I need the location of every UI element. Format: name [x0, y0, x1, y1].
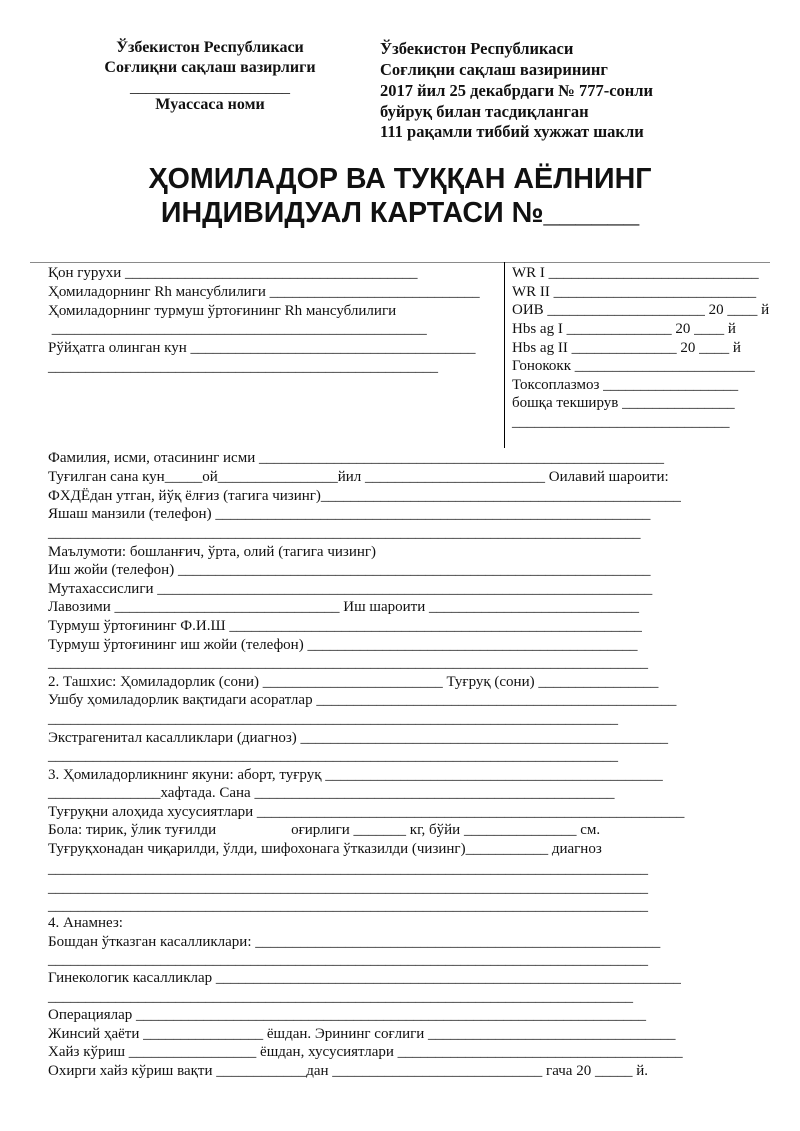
civil-registry-field[interactable]: ФХДЁдан утган, йўқ ёлғиз (тагига чизинг)________________________________________________ [48, 488, 681, 504]
discharge-status-field[interactable]: Туғруқхонадан чиқарилди, ўлди, шифохонага ўтказилди (чизинг)___________ диагноз [48, 841, 602, 857]
toxoplasmosis-field[interactable]: Токсоплазмоз __________________ [512, 377, 739, 393]
extragenital-diseases-field[interactable]: Экстрагенитал касалликлари (диагноз) _________________________________________________ [48, 730, 669, 746]
specialty-field[interactable]: Мутахассислиги __________________________________________________________________ [48, 581, 653, 597]
hbs-ag-1-field[interactable]: Hbs ag I ______________ 20 ____ й [512, 321, 736, 337]
header-left-institution-label: Муассаса номи [155, 96, 265, 113]
header-right-country: Ўзбекистон Республикаси [380, 39, 574, 58]
anamnesis-heading: 4. Анамнез: [48, 915, 123, 931]
discharge-extra-line-1[interactable]: ________________________________________________________________________________ [48, 861, 648, 877]
registration-date-extra-line[interactable]: ____________________________________________________ [48, 359, 438, 375]
wr1-field[interactable]: WR I ____________________________ [512, 265, 759, 281]
past-diseases-extra-line[interactable]: ________________________________________________________________________________ [48, 952, 648, 968]
complications-field[interactable]: Ушбу ҳомиладорлик вақтидаги асоратлар ________________________________________________ [48, 692, 677, 708]
spouse-name-field[interactable]: Турмуш ўртоғининг Ф.И.Ш _______________________________________________________ [48, 618, 642, 634]
gynecological-diseases-field[interactable]: Гинекологик касалликлар ______________________________________________________________ [48, 970, 681, 986]
registration-date-field[interactable]: Рўйҳатга олинган кун ______________________________________ [48, 340, 476, 356]
other-test-field[interactable]: бошқа текширув _______________ [512, 395, 735, 411]
full-name-field[interactable]: Фамилия, исми, отасининг исми ______________________________________________________ [48, 450, 664, 466]
pregnancy-outcome-field[interactable]: 3. Ҳомиладорликнинг якуни: аборт, туғруқ _____________________________________________ [48, 767, 663, 783]
header-right-form-number: 111 рақамли тиббий хужжат шакли [380, 122, 644, 141]
complications-extra-line[interactable]: ____________________________________________________________________________ [48, 711, 618, 727]
position-field[interactable]: Лавозими ______________________________ Иш шароити ____________________________ [48, 599, 639, 615]
extragenital-extra-line[interactable]: ____________________________________________________________________________ [48, 748, 618, 764]
spouse-rh-field[interactable]: __________________________________________________ [48, 321, 427, 337]
header-left-ministry: Соғлиқни сақлаш вазирлиги [104, 59, 316, 76]
other-test-extra-line[interactable]: _____________________________ [512, 414, 730, 430]
header-left-country: Ўзбекистон Республикаси [116, 39, 304, 56]
past-diseases-field[interactable]: Бошдан ўтказган касалликлари: ______________________________________________________ [48, 934, 661, 950]
hbs-ag-2-field[interactable]: Hbs ag II ______________ 20 ____ й [512, 340, 741, 356]
header-right-order: 2017 йил 25 декабрдаги № 777-сонли [380, 81, 654, 100]
spouse-workplace-extra-line[interactable]: ________________________________________________________________________________ [48, 655, 648, 671]
document-title-line-1: ҲОМИЛАДОР ВА ТУҚҚАН АЁЛНИНГ [148, 163, 652, 195]
document-title-line-2: ИНДИВИДУАЛ КАРТАСИ №______ [160, 197, 640, 229]
delivery-features-field[interactable]: Туғруқни алоҳида хусусиятлари _________________________________________________________ [48, 804, 685, 820]
header-right-approved: буйруқ билан тасдиқланган [380, 102, 589, 121]
education-label: Маълумоти: бошланғич, ўрта, олий (тагига чизинг) [48, 544, 377, 560]
address-field[interactable]: Яшаш манзили (телефон) __________________________________________________________ [48, 506, 651, 522]
baby-weight-height-field[interactable]: Бола: тирик, ўлик туғилди оғирлиги _______ кг, бўйи _______________ см. [48, 822, 601, 838]
sexual-life-field[interactable]: Жинсий ҳаёти ________________ ёшдан. Эрининг соғлиги _________________________________ [48, 1026, 676, 1042]
header-right-ministry: Соғлиқни сақлаш вазирининг [380, 60, 608, 79]
spouse-workplace-field[interactable]: Турмуш ўртоғининг иш жойи (телефон) ____________________________________________ [48, 637, 638, 653]
address-extra-line[interactable]: _______________________________________________________________________________ [48, 525, 641, 541]
workplace-field[interactable]: Иш жойи (телефон) _______________________________________________________________ [48, 562, 651, 578]
top-section-rule [30, 262, 770, 263]
gonococcus-field[interactable]: Гонококк ________________________ [512, 358, 755, 374]
blood-group-field[interactable]: Қон гурухи _______________________________________ [48, 265, 418, 281]
header-left-institution-blank: ____________________ [130, 79, 290, 96]
diagnosis-field[interactable]: 2. Ташхис: Ҳомиладорлик (сони) ________________________ Туғруқ (сони) ________________ [48, 674, 659, 690]
menstruation-field[interactable]: Хайз кўриш _________________ ёшдан, хусусиятлари ______________________________________ [48, 1044, 683, 1060]
spouse-rh-label: Ҳомиладорнинг турмуш ўртоғининг Rh мансублилиги [48, 303, 397, 319]
discharge-extra-line-2[interactable]: ________________________________________________________________________________ [48, 880, 648, 896]
wr2-field[interactable]: WR II ___________________________ [512, 284, 757, 300]
outcome-week-date-field[interactable]: _______________хафтада. Сана ________________________________________________ [48, 785, 615, 801]
column-divider [504, 262, 505, 448]
last-menstruation-field[interactable]: Охирги хайз кўриш вақти ____________дан ____________________________ гача 20 _____ й. [48, 1063, 648, 1079]
hiv-field[interactable]: ОИВ _____________________ 20 ____ й [512, 302, 770, 318]
pregnant-rh-field[interactable]: Ҳомиладорнинг Rh мансублилиги ____________________________ [48, 284, 480, 300]
discharge-extra-line-3[interactable]: ________________________________________________________________________________ [48, 898, 648, 914]
birth-date-field[interactable]: Туғилган сана кун_____ой________________йил ________________________ Оилавий шароити: [48, 469, 669, 485]
operations-field[interactable]: Операциялар ____________________________________________________________________ [48, 1007, 647, 1023]
gynecological-extra-line[interactable]: ______________________________________________________________________________ [48, 989, 633, 1005]
